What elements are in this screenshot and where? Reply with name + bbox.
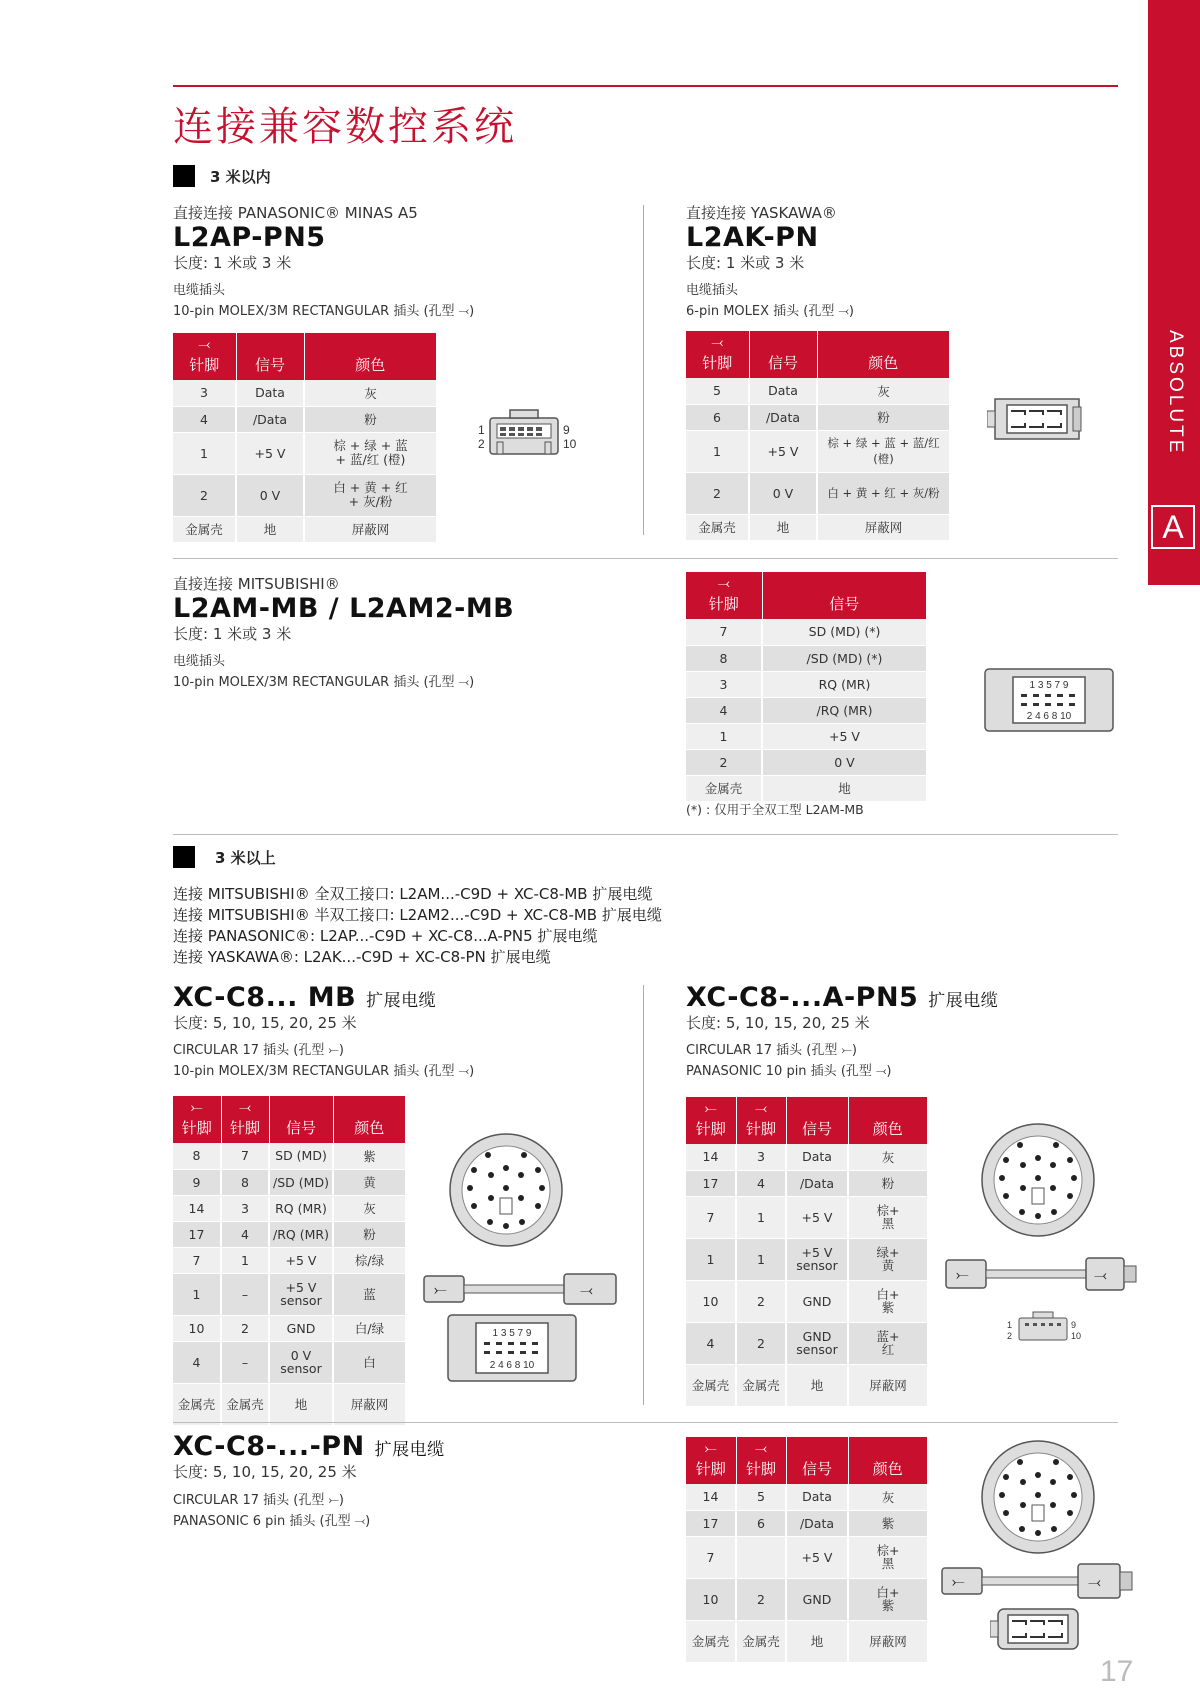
table-row: 17 4 /RQ (MR) 粉 bbox=[173, 1221, 405, 1247]
table-row: 7 1 +5 V 棕/绿 bbox=[173, 1247, 405, 1273]
svg-text:9: 9 bbox=[1071, 1320, 1077, 1330]
mb-pin-table: ⤙ 针脚 信号 7 SD (MD) (*) 8 /SD (MD) (*) 3 RQ (MR) 4 /RQ (MR) 1 +5 V 2 0 V 金属壳 地 bbox=[686, 572, 926, 802]
female-connector-icon: ⤙ bbox=[754, 1439, 767, 1457]
svg-text:1 3 5 7 9: 1 3 5 7 9 bbox=[1029, 680, 1069, 691]
section-divider bbox=[173, 558, 1118, 559]
xcmb-connector-2: 10-pin MOLEX/3M RECTANGULAR 插头 (孔型 ⤙) bbox=[173, 1064, 475, 1079]
table-row: 6 /Data 粉 bbox=[686, 404, 949, 430]
xcpn5-connector-1: CIRCULAR 17 插头 (孔型 ⤚) bbox=[686, 1043, 857, 1058]
xcmb-length: 长度: 5, 10, 15, 20, 25 米 bbox=[173, 1014, 357, 1032]
xcpn-connector-1: CIRCULAR 17 插头 (孔型 ⤚) bbox=[173, 1493, 344, 1508]
pn-connector: 6-pin MOLEX 插头 (孔型 ⤙) bbox=[686, 304, 854, 319]
svg-text:10: 10 bbox=[563, 437, 577, 451]
column-divider bbox=[643, 985, 644, 1405]
male-connector-icon: ⤚ bbox=[956, 1267, 969, 1284]
mb-connector-diagram bbox=[983, 667, 1115, 733]
pn5-length: 长度: 1 米或 3 米 bbox=[173, 254, 292, 272]
table-row: 10 2 GND 白/绿 bbox=[173, 1315, 405, 1341]
side-tab bbox=[1148, 0, 1200, 585]
column-divider bbox=[643, 205, 644, 535]
mb-length: 长度: 1 米或 3 米 bbox=[173, 625, 292, 643]
circular17-diagram bbox=[446, 1130, 566, 1250]
pn-subtitle: 直接连接 YASKAWA® bbox=[686, 204, 837, 222]
xcpn-pin-table: ⤚ 针脚 ⤙ 针脚 信号 颜色 14 5 Data 灰 17 6 /Data 紫 7 +5 V 棕+ 黑 10 2 GND 白+ 紫 金属壳 金属壳 地 屏蔽网 bbox=[686, 1437, 927, 1663]
pn-pin-table: ⤙ 针脚 信号 颜色 5 Data 灰 6 /Data 粉 1 +5 V 棕 + 绿 + 蓝 + 蓝/红 (橙) 2 0 V 白 + 黄 + 红 + 灰/粉 金属壳 地 屏蔽网 bbox=[686, 331, 949, 541]
xcpn-connector-2: PANASONIC 6 pin 插头 (孔型 ⤙) bbox=[173, 1514, 371, 1529]
male-connector-icon: ⤚ bbox=[704, 1439, 717, 1457]
table-row: 金属壳 地 屏蔽网 bbox=[686, 514, 949, 540]
xcmb-connector-1: CIRCULAR 17 插头 (孔型 ⤚) bbox=[173, 1043, 344, 1058]
pn5-pin-table: ⤙ 针脚 信号 颜色 3 Data 灰 4 /Data 粉 1 +5 V 棕 + 绿 + 蓝 + 蓝/红 (橙) 2 0 V 白 + 黄 + 红 + 灰/粉 金属壳 地 屏蔽网 bbox=[173, 333, 436, 543]
table-row: 1 +5 V 棕 + 绿 + 蓝 + 蓝/红 (橙) bbox=[686, 430, 949, 472]
side-tab-letter: A bbox=[1151, 505, 1195, 549]
table-row: 10 2 GND 白+ 紫 bbox=[686, 1578, 927, 1620]
svg-text:2: 2 bbox=[1007, 1331, 1013, 1341]
table-row: 金属壳 金属壳 地 屏蔽网 bbox=[686, 1364, 927, 1406]
xcpn5-connector-2: PANASONIC 10 pin 插头 (孔型 ⤙) bbox=[686, 1064, 892, 1079]
xcmb-pin-table: ⤚ 针脚 ⤙ 针脚 信号 颜色 8 7 SD (MD) 紫 9 8 /SD (MD) 黄 14 3 RQ (MR) 灰 17 4 /RQ (MR) 粉 7 1 +5 V 棕/绿 1 – +5 V sensor 蓝 10 2 GND 白/绿 4 – 0 V sensor 白 金属壳 金属壳 地 屏蔽网 bbox=[173, 1096, 405, 1426]
table-row: 14 3 Data 灰 bbox=[686, 1144, 927, 1170]
svg-text:2 4 6 8 10: 2 4 6 8 10 bbox=[489, 1360, 535, 1371]
table-row: 金属壳 地 屏蔽网 bbox=[173, 516, 436, 542]
circular17-diagram bbox=[978, 1437, 1098, 1557]
mb-connector: 10-pin MOLEX/3M RECTANGULAR 插头 (孔型 ⤙) bbox=[173, 675, 475, 690]
svg-text:2: 2 bbox=[478, 437, 485, 451]
table-row: 8 /SD (MD) (*) bbox=[686, 645, 926, 671]
svg-text:1 3 5 7 9: 1 3 5 7 9 bbox=[492, 1328, 532, 1339]
table-row: 8 7 SD (MD) 紫 bbox=[173, 1143, 405, 1169]
xcpn5-model: XC-C8-...A-PN5 扩展电缆 bbox=[686, 982, 999, 1013]
pn5-connector-diagram bbox=[475, 408, 580, 468]
pn5-model: L2AP-PN5 bbox=[173, 222, 326, 253]
table-row: 10 2 GND 白+ 紫 bbox=[686, 1280, 927, 1322]
table-row: 2 0 V bbox=[686, 749, 926, 775]
xcpn-length: 长度: 5, 10, 15, 20, 25 米 bbox=[173, 1463, 357, 1481]
xcmb-rect-diagram bbox=[446, 1313, 578, 1383]
xcmb-model: XC-C8... MB 扩展电缆 bbox=[173, 982, 437, 1013]
male-connector-icon: ⤚ bbox=[952, 1574, 965, 1591]
female-connector-icon: ⤙ bbox=[1088, 1574, 1101, 1591]
extension-intro: 连接 MITSUBISHI® 全双工接口: L2AM...-C9D + XC-C8-MB 扩展电缆 连接 MITSUBISHI® 半双工接口: L2AM2...-C9D + XC-C8-MB 扩展电缆 连接 PANASONIC®: L2AP...-C9D + XC-C8...A-PN5 扩展电缆 连接 YASKAWA®: L2AK...-C9D + XC-C8-PN 扩展电缆 bbox=[173, 885, 662, 966]
table-row: 1 – +5 V sensor 蓝 bbox=[173, 1273, 405, 1315]
table-row: 1 +5 V 棕 + 绿 + 蓝 + 蓝/红 (橙) bbox=[173, 432, 436, 474]
section-marker bbox=[173, 846, 195, 868]
table-row: 2 0 V 白 + 黄 + 红 + 灰/粉 bbox=[173, 474, 436, 516]
section-divider bbox=[173, 834, 1118, 835]
svg-text:2 4 6 8 10: 2 4 6 8 10 bbox=[1026, 711, 1072, 722]
table-row: 7 +5 V 棕+ 黑 bbox=[686, 1536, 927, 1578]
pn-model: L2AK-PN bbox=[686, 222, 819, 253]
svg-text:10: 10 bbox=[1071, 1331, 1082, 1341]
table-row: 17 4 /Data 粉 bbox=[686, 1170, 927, 1196]
svg-text:9: 9 bbox=[563, 423, 570, 437]
table-row: 金属壳 地 bbox=[686, 775, 926, 801]
pn-cable-label: 电缆插头 bbox=[686, 283, 739, 298]
female-connector-icon: ⤙ bbox=[1094, 1267, 1107, 1284]
table-row: 5 Data 灰 bbox=[686, 378, 949, 404]
table-row: 金属壳 金属壳 地 屏蔽网 bbox=[686, 1620, 927, 1662]
table-row: 17 6 /Data 紫 bbox=[686, 1510, 927, 1536]
section-label: 3 米以内 bbox=[210, 168, 271, 186]
table-row: 4 2 GND sensor 蓝+ 红 bbox=[686, 1322, 927, 1364]
table-row: 3 Data 灰 bbox=[173, 380, 436, 406]
pn5-cable-label: 电缆插头 bbox=[173, 283, 226, 298]
table-row: 7 SD (MD) (*) bbox=[686, 619, 926, 645]
page-number: 17 bbox=[1100, 1655, 1134, 1688]
female-connector-icon: ⤙ bbox=[754, 1099, 767, 1117]
female-connector-icon: ⤙ bbox=[580, 1282, 593, 1299]
table-row: 1 +5 V bbox=[686, 723, 926, 749]
pn5-connector: 10-pin MOLEX/3M RECTANGULAR 插头 (孔型 ⤙) bbox=[173, 304, 475, 319]
pn-length: 长度: 1 米或 3 米 bbox=[686, 254, 805, 272]
section-marker bbox=[173, 165, 195, 187]
mb-subtitle: 直接连接 MITSUBISHI® bbox=[173, 575, 340, 593]
female-connector-icon: ⤙ bbox=[238, 1098, 251, 1116]
male-connector-icon: ⤚ bbox=[190, 1098, 203, 1116]
table-row: 4 – 0 V sensor 白 bbox=[173, 1341, 405, 1383]
table-row: 4 /Data 粉 bbox=[173, 406, 436, 432]
male-connector-icon: ⤚ bbox=[704, 1099, 717, 1117]
xcpn5-pin-table: ⤚ 针脚 ⤙ 针脚 信号 颜色 14 3 Data 灰 17 4 /Data 粉 7 1 +5 V 棕+ 黑 1 1 +5 V sensor 绿+ 黄 10 2 GND 白+ 紫 4 2 GND sensor 蓝+ 红 金属壳 金属壳 地 屏蔽网 bbox=[686, 1097, 927, 1407]
svg-text:1: 1 bbox=[478, 423, 485, 437]
section-label: 3 米以上 bbox=[215, 849, 276, 867]
circular17-diagram bbox=[978, 1120, 1098, 1240]
svg-text:1: 1 bbox=[1007, 1320, 1013, 1330]
table-row: 14 5 Data 灰 bbox=[686, 1484, 927, 1510]
title-rule bbox=[173, 85, 1118, 87]
mb-model: L2AM-MB / L2AM2-MB bbox=[173, 593, 515, 624]
xcpn-model: XC-C8-...-PN 扩展电缆 bbox=[173, 1431, 445, 1462]
table-row: 2 0 V 白 + 黄 + 红 + 灰/粉 bbox=[686, 472, 949, 514]
mb-note: (*) : 仅用于全双工型 L2AM-MB bbox=[686, 802, 864, 817]
page-title: 连接兼容数控系统 bbox=[173, 104, 517, 150]
table-row: 4 /RQ (MR) bbox=[686, 697, 926, 723]
xcpn5-rect-diagram bbox=[1005, 1310, 1085, 1346]
table-row: 14 3 RQ (MR) 灰 bbox=[173, 1195, 405, 1221]
mb-cable-label: 电缆插头 bbox=[173, 654, 226, 669]
xcmb-cable-diagram bbox=[422, 1264, 622, 1314]
xcpn-cable-diagram bbox=[940, 1560, 1135, 1602]
female-connector-icon: ⤙ bbox=[198, 335, 211, 353]
xcpn-6pin-diagram bbox=[990, 1605, 1086, 1653]
side-tab-label: ABSOLUTE bbox=[1165, 330, 1186, 456]
xcpn5-cable-diagram bbox=[944, 1252, 1139, 1296]
xcpn5-length: 长度: 5, 10, 15, 20, 25 米 bbox=[686, 1014, 870, 1032]
table-row: 3 RQ (MR) bbox=[686, 671, 926, 697]
table-row: 9 8 /SD (MD) 黄 bbox=[173, 1169, 405, 1195]
female-connector-icon: ⤙ bbox=[711, 333, 724, 351]
section-divider bbox=[173, 1422, 1118, 1423]
male-connector-icon: ⤚ bbox=[434, 1282, 447, 1299]
table-row: 金属壳 金属壳 地 屏蔽网 bbox=[173, 1383, 405, 1425]
table-row: 1 1 +5 V sensor 绿+ 黄 bbox=[686, 1238, 927, 1280]
female-connector-icon: ⤙ bbox=[717, 574, 730, 592]
pn-connector-diagram bbox=[987, 393, 1087, 445]
table-row: 7 1 +5 V 棕+ 黑 bbox=[686, 1196, 927, 1238]
pn5-subtitle: 直接连接 PANASONIC® MINAS A5 bbox=[173, 204, 418, 222]
